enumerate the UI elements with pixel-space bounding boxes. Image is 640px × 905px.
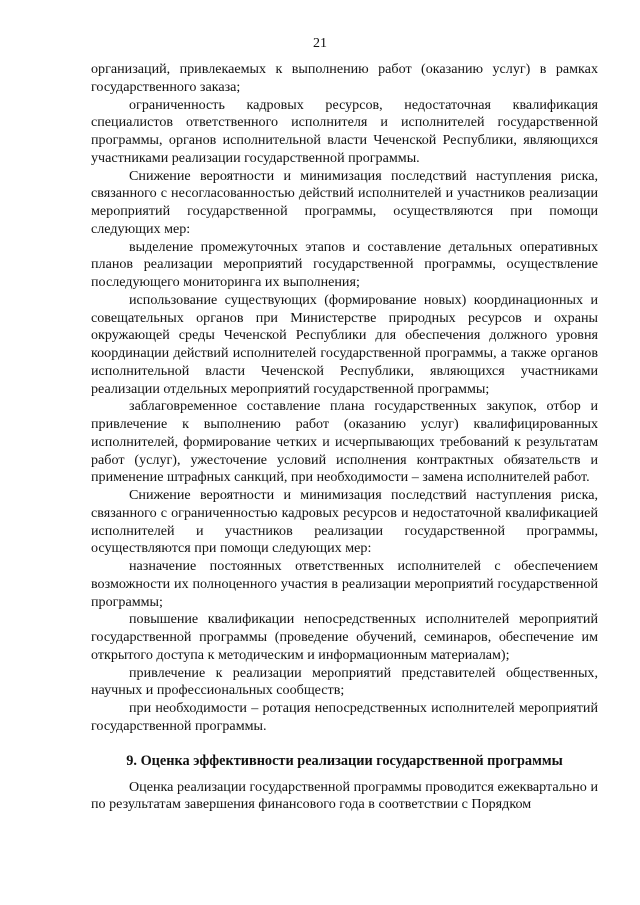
list-item: повышение квалификации непосредственных исполнителей мероприятий государственной программы (проведение обучений, семинаров, обеспечение им открытого доступа к методическим и информационным материалам);: [91, 611, 598, 663]
paragraph: Снижение вероятности и минимизация последствий наступления риска, связанного с ограниченностью кадровых ресурсов и недостаточной квалификацией исполнителей и участников реализации государственной программы, осуществляются при помощи следующих мер:: [91, 487, 598, 557]
document-body: [91, 61, 598, 814]
list-item: при необходимости – ротация непосредственных исполнителей мероприятий государственной программы.: [91, 700, 598, 734]
list-item: назначение постоянных ответственных исполнителей с обеспечением возможности их полноценного участия в реализации мероприятий государственной программы;: [91, 558, 598, 610]
list-item: привлечение к реализации мероприятий представителей общественных, научных и профессиональных сообществ;: [91, 664, 598, 699]
list-item: использование существующих (формирование новых) координационных и совещательных органов при Министерстве природных ресурсов и охраны окружающей среды Чеченской Республики для обеспечения должного уровня координации действий исполнителей государственной программы, а также органов исполнительной власти Чеченской Республики, являющихся участниками реализации отдельных мероприятий государственной программы;: [91, 291, 598, 397]
paragraph: Оценка реализации государственной программы проводится ежеквартально и по результатам завершения финансового года в соответствии с Порядком: [91, 778, 598, 813]
paragraph: организаций, привлекаемых к выполнению работ (оказанию услуг) в рамках государственного заказа;: [91, 61, 598, 95]
page-number: 21: [313, 36, 327, 51]
section-heading: 9. Оценка эффективности реализации государственной программы: [126, 752, 563, 769]
paragraph: ограниченность кадровых ресурсов, недостаточная квалификация специалистов ответственного исполнителя и исполнителей государственной программы, органов исполнительной власти Чеченской Республики, являющихся участниками реализации государственной программы.: [91, 96, 598, 166]
list-item: выделение промежуточных этапов и составление детальных оперативных планов реализации мероприятий государственной программы, осуществление последующего мониторинга их выполнения;: [91, 238, 598, 290]
paragraph: Снижение вероятности и минимизация последствий наступления риска, связанного с несогласованностью действий исполнителей и участников реализации мероприятий государственной программы, осуществляются при помощи следующих мер:: [91, 167, 598, 237]
list-item: заблаговременное составление плана государственных закупок, отбор и привлечение к выполнению работ (оказанию услуг) квалифицированных исполнителей, формирование четких и исчерпывающих требований к результатам работ (услуг), ужесточение условий исполнения контрактных обязательств и применение штрафных санкций, при необходимости – замена исполнителей работ.: [91, 398, 598, 486]
